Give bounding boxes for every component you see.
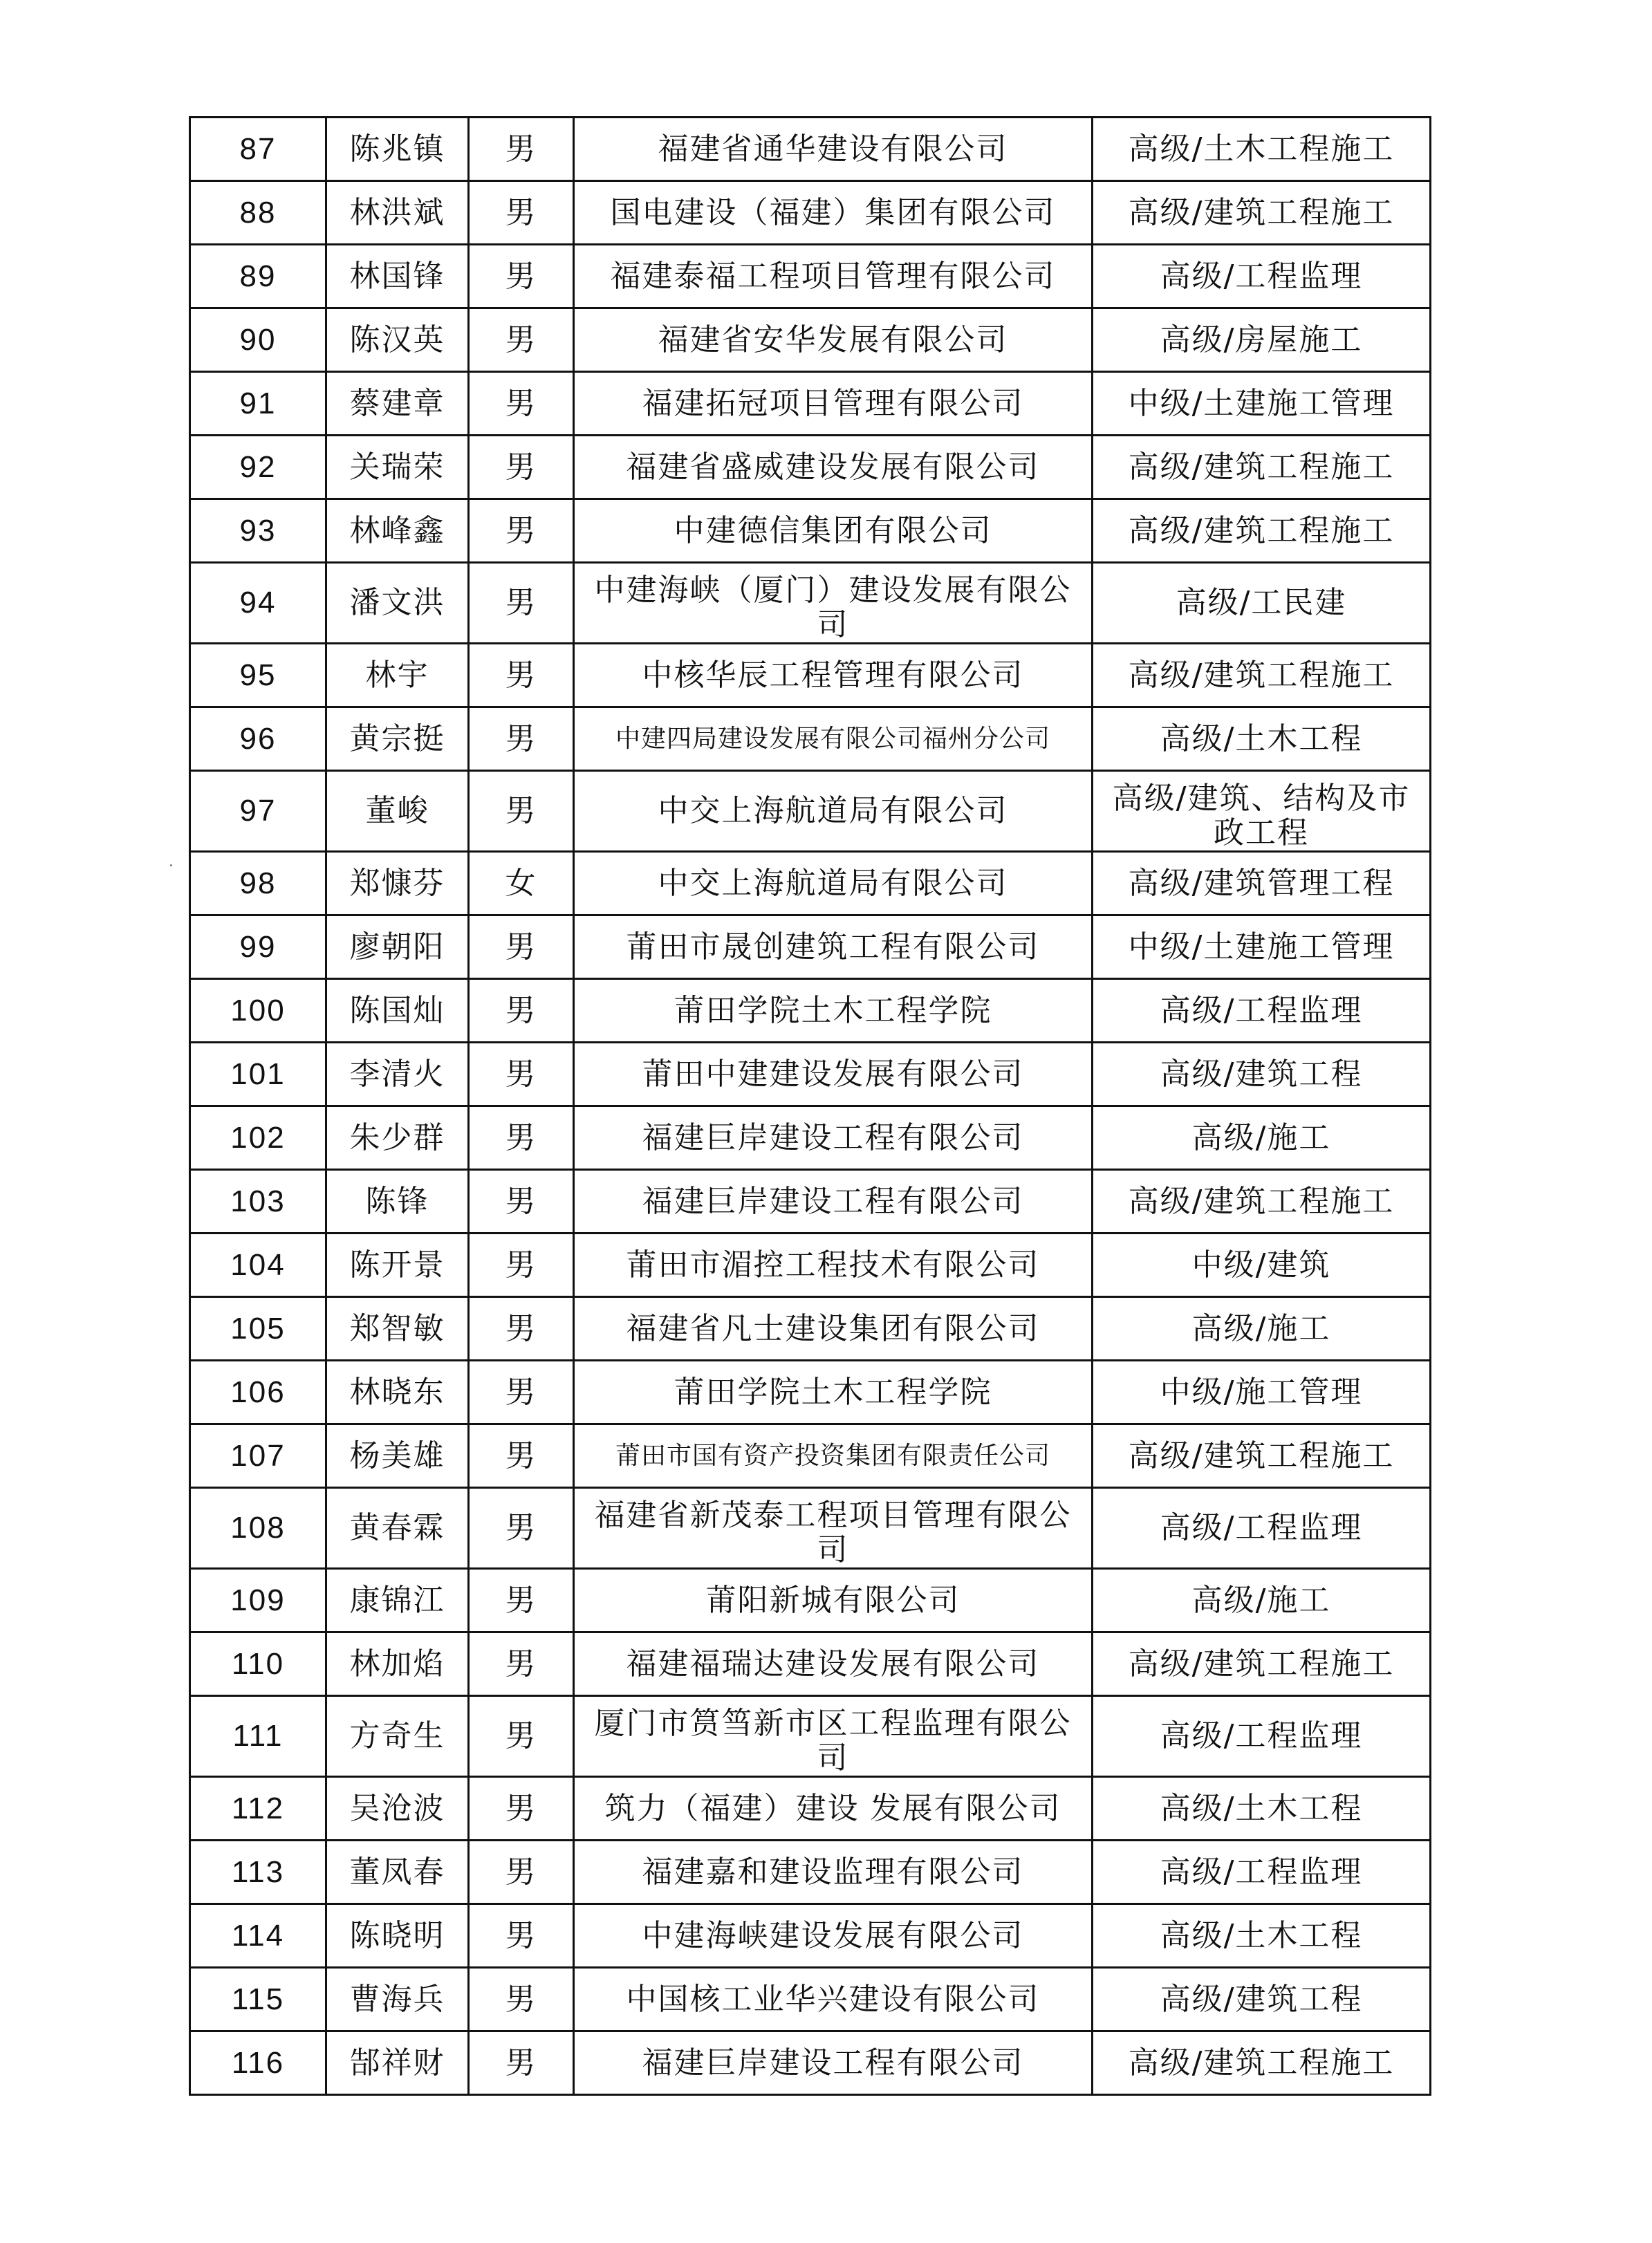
table-row — [190, 1904, 1431, 1968]
row-number: 107 — [190, 1424, 326, 1488]
person-name: 方奇生 — [326, 1696, 469, 1777]
gender: 男 — [469, 1488, 574, 1569]
professional-title: 高级/建筑工程 — [1093, 1968, 1431, 2031]
table-row — [190, 1488, 1431, 1569]
gender: 男 — [469, 1569, 574, 1632]
gender: 男 — [469, 1106, 574, 1170]
person-name: 陈国灿 — [326, 979, 469, 1043]
person-name: 董凤春 — [326, 1841, 469, 1904]
table-row — [190, 118, 1431, 181]
gender: 男 — [469, 499, 574, 563]
professional-title: 高级/施工 — [1093, 1297, 1431, 1361]
company: 中建海峡（厦门）建设发展有限公司 — [574, 563, 1093, 644]
company: 中交上海航道局有限公司 — [574, 771, 1093, 852]
professional-title: 高级/工程监理 — [1093, 1841, 1431, 1904]
gender: 男 — [469, 644, 574, 707]
professional-title: 高级/土木工程 — [1093, 1904, 1431, 1968]
gender: 男 — [469, 1234, 574, 1297]
row-number: 87 — [190, 118, 326, 181]
company: 中国核工业华兴建设有限公司 — [574, 1968, 1093, 2031]
professional-title: 高级/建筑工程施工 — [1093, 499, 1431, 563]
company: 中建四局建设发展有限公司福州分公司 — [574, 707, 1093, 771]
table-row — [190, 2031, 1431, 2095]
person-name: 吴沧波 — [326, 1777, 469, 1841]
person-name: 康锦江 — [326, 1569, 469, 1632]
professional-title: 高级/建筑工程施工 — [1093, 181, 1431, 245]
person-name: 林峰鑫 — [326, 499, 469, 563]
professional-title: 高级/建筑工程施工 — [1093, 436, 1431, 499]
person-name: 林宇 — [326, 644, 469, 707]
personnel-table — [189, 116, 1431, 2096]
row-number: 94 — [190, 563, 326, 644]
gender: 男 — [469, 245, 574, 308]
table-row — [190, 1968, 1431, 2031]
professional-title: 高级/工民建 — [1093, 563, 1431, 644]
company: 国电建设（福建）集团有限公司 — [574, 181, 1093, 245]
table-row — [190, 563, 1431, 644]
gender: 男 — [469, 308, 574, 372]
table-row — [190, 308, 1431, 372]
person-name: 潘文洪 — [326, 563, 469, 644]
row-number: 116 — [190, 2031, 326, 2095]
professional-title: 高级/建筑工程施工 — [1093, 1170, 1431, 1234]
company: 中建德信集团有限公司 — [574, 499, 1093, 563]
company: 福建省通华建设有限公司 — [574, 118, 1093, 181]
person-name: 曹海兵 — [326, 1968, 469, 2031]
company: 福建泰福工程项目管理有限公司 — [574, 245, 1093, 308]
company: 中交上海航道局有限公司 — [574, 852, 1093, 915]
table-row — [190, 1170, 1431, 1234]
gender: 男 — [469, 1632, 574, 1696]
company: 福建省凡士建设集团有限公司 — [574, 1297, 1093, 1361]
table-row — [190, 644, 1431, 707]
table-row — [190, 1106, 1431, 1170]
row-number: 108 — [190, 1488, 326, 1569]
table-row — [190, 372, 1431, 436]
professional-title: 高级/工程监理 — [1093, 1696, 1431, 1777]
table-row — [190, 771, 1431, 852]
gender: 男 — [469, 1170, 574, 1234]
row-number: 106 — [190, 1361, 326, 1424]
professional-title: 高级/房屋施工 — [1093, 308, 1431, 372]
professional-title: 高级/建筑工程施工 — [1093, 1632, 1431, 1696]
row-number: 90 — [190, 308, 326, 372]
row-number: 115 — [190, 1968, 326, 2031]
company: 福建巨岸建设工程有限公司 — [574, 2031, 1093, 2095]
professional-title: 高级/建筑工程施工 — [1093, 644, 1431, 707]
row-number: 104 — [190, 1234, 326, 1297]
row-number: 95 — [190, 644, 326, 707]
company: 福建嘉和建设监理有限公司 — [574, 1841, 1093, 1904]
table-row — [190, 915, 1431, 979]
gender: 男 — [469, 771, 574, 852]
row-number: 113 — [190, 1841, 326, 1904]
scan-speck — [170, 864, 172, 866]
row-number: 88 — [190, 181, 326, 245]
table-row — [190, 979, 1431, 1043]
company: 莆田市湄控工程技术有限公司 — [574, 1234, 1093, 1297]
professional-title: 高级/工程监理 — [1093, 1488, 1431, 1569]
table-row — [190, 1297, 1431, 1361]
gender: 男 — [469, 1361, 574, 1424]
professional-title: 高级/工程监理 — [1093, 245, 1431, 308]
gender: 男 — [469, 1777, 574, 1841]
table-row — [190, 1043, 1431, 1106]
company: 中建海峡建设发展有限公司 — [574, 1904, 1093, 1968]
table-row — [190, 1569, 1431, 1632]
person-name: 林晓东 — [326, 1361, 469, 1424]
gender: 男 — [469, 436, 574, 499]
gender: 男 — [469, 372, 574, 436]
table-row — [190, 1841, 1431, 1904]
professional-title: 高级/建筑管理工程 — [1093, 852, 1431, 915]
row-number: 105 — [190, 1297, 326, 1361]
professional-title: 高级/施工 — [1093, 1569, 1431, 1632]
table-row — [190, 852, 1431, 915]
person-name: 关瑞荣 — [326, 436, 469, 499]
gender: 男 — [469, 118, 574, 181]
person-name: 董峻 — [326, 771, 469, 852]
person-name: 林国锋 — [326, 245, 469, 308]
row-number: 109 — [190, 1569, 326, 1632]
row-number: 112 — [190, 1777, 326, 1841]
professional-title: 高级/工程监理 — [1093, 979, 1431, 1043]
person-name: 黄春霖 — [326, 1488, 469, 1569]
table-row — [190, 245, 1431, 308]
person-name: 郜祥财 — [326, 2031, 469, 2095]
company: 莆田中建建设发展有限公司 — [574, 1043, 1093, 1106]
person-name: 郑智敏 — [326, 1297, 469, 1361]
roster-sheet — [189, 116, 1429, 2096]
row-number: 114 — [190, 1904, 326, 1968]
row-number: 97 — [190, 771, 326, 852]
company: 莆田学院土木工程学院 — [574, 1361, 1093, 1424]
company: 福建巨岸建设工程有限公司 — [574, 1106, 1093, 1170]
professional-title: 高级/建筑、结构及市政工程 — [1093, 771, 1431, 852]
professional-title: 高级/土木工程 — [1093, 1777, 1431, 1841]
gender: 男 — [469, 979, 574, 1043]
table-row — [190, 1696, 1431, 1777]
company: 厦门市筼筜新市区工程监理有限公司 — [574, 1696, 1093, 1777]
company: 莆田市晟创建筑工程有限公司 — [574, 915, 1093, 979]
table-row — [190, 1632, 1431, 1696]
company: 福建省安华发展有限公司 — [574, 308, 1093, 372]
gender: 男 — [469, 1841, 574, 1904]
person-name: 黄宗挺 — [326, 707, 469, 771]
table-row — [190, 1424, 1431, 1488]
gender: 男 — [469, 1904, 574, 1968]
row-number: 99 — [190, 915, 326, 979]
table-row — [190, 707, 1431, 771]
company: 福建福瑞达建设发展有限公司 — [574, 1632, 1093, 1696]
person-name: 陈兆镇 — [326, 118, 469, 181]
professional-title: 中级/建筑 — [1093, 1234, 1431, 1297]
row-number: 103 — [190, 1170, 326, 1234]
row-number: 93 — [190, 499, 326, 563]
professional-title: 中级/土建施工管理 — [1093, 915, 1431, 979]
company: 福建省盛威建设发展有限公司 — [574, 436, 1093, 499]
company: 莆阳新城有限公司 — [574, 1569, 1093, 1632]
person-name: 陈锋 — [326, 1170, 469, 1234]
person-name: 陈晓明 — [326, 1904, 469, 1968]
table-row — [190, 1777, 1431, 1841]
person-name: 陈开景 — [326, 1234, 469, 1297]
row-number: 91 — [190, 372, 326, 436]
company: 中核华辰工程管理有限公司 — [574, 644, 1093, 707]
company: 莆田市国有资产投资集团有限责任公司 — [574, 1424, 1093, 1488]
person-name: 李清火 — [326, 1043, 469, 1106]
row-number: 89 — [190, 245, 326, 308]
row-number: 102 — [190, 1106, 326, 1170]
row-number: 101 — [190, 1043, 326, 1106]
person-name: 朱少群 — [326, 1106, 469, 1170]
company: 筑力（福建）建设 发展有限公司 — [574, 1777, 1093, 1841]
row-number: 110 — [190, 1632, 326, 1696]
company: 福建拓冠项目管理有限公司 — [574, 372, 1093, 436]
gender: 男 — [469, 181, 574, 245]
row-number: 92 — [190, 436, 326, 499]
person-name: 蔡建章 — [326, 372, 469, 436]
professional-title: 高级/建筑工程施工 — [1093, 1424, 1431, 1488]
person-name: 杨美雄 — [326, 1424, 469, 1488]
gender: 男 — [469, 1043, 574, 1106]
person-name: 郑慷芬 — [326, 852, 469, 915]
gender: 男 — [469, 707, 574, 771]
professional-title: 高级/土木工程 — [1093, 707, 1431, 771]
table-row — [190, 499, 1431, 563]
gender: 女 — [469, 852, 574, 915]
professional-title: 高级/建筑工程施工 — [1093, 2031, 1431, 2095]
row-number: 98 — [190, 852, 326, 915]
company: 福建省新茂泰工程项目管理有限公司 — [574, 1488, 1093, 1569]
row-number: 111 — [190, 1696, 326, 1777]
gender: 男 — [469, 1696, 574, 1777]
row-number: 96 — [190, 707, 326, 771]
gender: 男 — [469, 2031, 574, 2095]
row-number: 100 — [190, 979, 326, 1043]
table-row — [190, 1361, 1431, 1424]
professional-title: 中级/土建施工管理 — [1093, 372, 1431, 436]
person-name: 陈汉英 — [326, 308, 469, 372]
professional-title: 高级/施工 — [1093, 1106, 1431, 1170]
table-row — [190, 436, 1431, 499]
gender: 男 — [469, 1968, 574, 2031]
gender: 男 — [469, 1297, 574, 1361]
professional-title: 中级/施工管理 — [1093, 1361, 1431, 1424]
person-name: 林加焰 — [326, 1632, 469, 1696]
company: 福建巨岸建设工程有限公司 — [574, 1170, 1093, 1234]
gender: 男 — [469, 563, 574, 644]
person-name: 林洪斌 — [326, 181, 469, 245]
company: 莆田学院土木工程学院 — [574, 979, 1093, 1043]
table-row — [190, 1234, 1431, 1297]
professional-title: 高级/建筑工程 — [1093, 1043, 1431, 1106]
table-row — [190, 181, 1431, 245]
gender: 男 — [469, 915, 574, 979]
professional-title: 高级/土木工程施工 — [1093, 118, 1431, 181]
person-name: 廖朝阳 — [326, 915, 469, 979]
gender: 男 — [469, 1424, 574, 1488]
